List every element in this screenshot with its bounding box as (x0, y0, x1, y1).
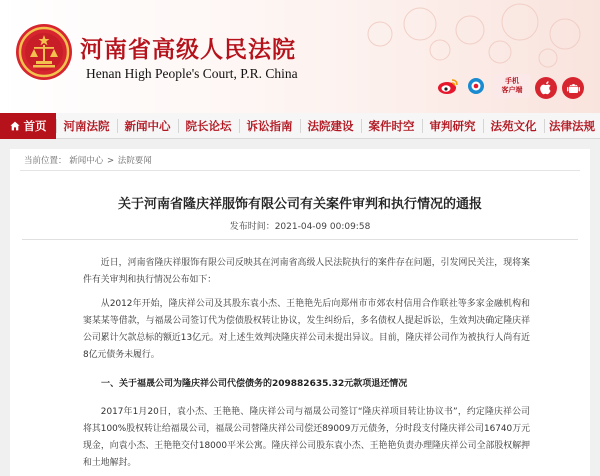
article-paragraph: 近日，河南省隆庆祥服饰有限公司反映其在河南省高级人民法院执行的案件存在问题，引发网民关注，现将案件有关审判和执行情况公布如下： (83, 258, 530, 285)
court-emblem-icon (14, 22, 74, 82)
tencent-weibo-icon[interactable] (464, 77, 488, 95)
android-icon[interactable] (562, 77, 584, 99)
nav-item-henan-courts[interactable]: 河南法院 (56, 113, 117, 139)
mobile-client-button[interactable] (494, 74, 530, 98)
article-panel (10, 149, 590, 476)
article-paragraph: 从2012年开始，隆庆祥公司及其股东袁小杰、王艳艳先后向郑州市市郊农村信用合作联社等多家金融机构和窦某某等借款，与福晟公司签订代为偿债股权转让协议，发生纠纷后，多名债权人提起诉讼，生效判决确定隆庆祥公司累计欠款总标的额近13亿元。对上述生效判决隆庆祥公司未提出异议。目前，隆庆祥公司作为被执行人尚有近8亿元债务未履行。 (83, 299, 530, 360)
breadcrumb-divider (20, 170, 580, 171)
nav-item-litigation-guide[interactable]: 诉讼指南 (239, 113, 300, 139)
mobile-label-line2: 客户端 (501, 86, 523, 94)
main-nav (0, 113, 600, 139)
nav-item-news-center[interactable]: 新闻中心 (117, 113, 178, 139)
home-icon (10, 121, 20, 131)
nav-item-laws-regulations[interactable]: 法律法规 (544, 113, 600, 139)
mobile-label-line1: 手机 (505, 77, 519, 85)
site-title-chinese: 河南省高级人民法院 (80, 36, 296, 63)
site-title-english: Henan High People's Court, P.R. China (86, 66, 298, 81)
nav-item-home[interactable] (0, 113, 56, 139)
nav-item-legal-culture[interactable]: 法苑文化 (483, 113, 544, 139)
section-heading: 一、关于福晟公司为隆庆祥公司代偿债务的209882635.32元款项退还情况 (101, 379, 408, 389)
nav-item-trial-research[interactable]: 审判研究 (422, 113, 483, 139)
sina-weibo-icon[interactable] (436, 77, 460, 95)
breadcrumb-link-court-news[interactable]: 法院要闻 (117, 156, 152, 166)
breadcrumb-prefix: 当前位置： (24, 156, 67, 166)
breadcrumb (24, 154, 152, 166)
breadcrumb-separator: > (106, 156, 115, 166)
nav-item-president-forum[interactable]: 院长论坛 (178, 113, 239, 139)
nav-item-case-timeline[interactable]: 案件时空 (361, 113, 422, 139)
article-title: 关于河南省隆庆祥服饰有限公司有关案件审判和执行情况的通报 (117, 197, 482, 212)
article-paragraph: 2017年1月20日，袁小杰、王艳艳、隆庆祥公司与福晟公司签订“隆庆祥项目转让协议书”，约定隆庆祥公司将其100%股权转让给福晟公司，福晟公司替隆庆祥公司偿还89009万元债务，分时段支付隆庆祥公司16740万元现金，向袁小杰、王艳艳交付18000平米公寓。隆庆祥公司股东袁小杰、王艳艳负责办理隆庆祥公司全部股权解押和土地解封。 (83, 407, 530, 468)
publish-time: 发布时间：2021-04-09 00:09:58 (229, 222, 371, 232)
site-header (0, 0, 600, 113)
apple-icon[interactable] (535, 77, 557, 99)
title-divider (22, 239, 578, 240)
nav-item-court-construction[interactable]: 法院建设 (300, 113, 361, 139)
breadcrumb-link-news-center[interactable]: 新闻中心 (69, 156, 104, 166)
nav-label-home: 首页 (23, 119, 47, 133)
